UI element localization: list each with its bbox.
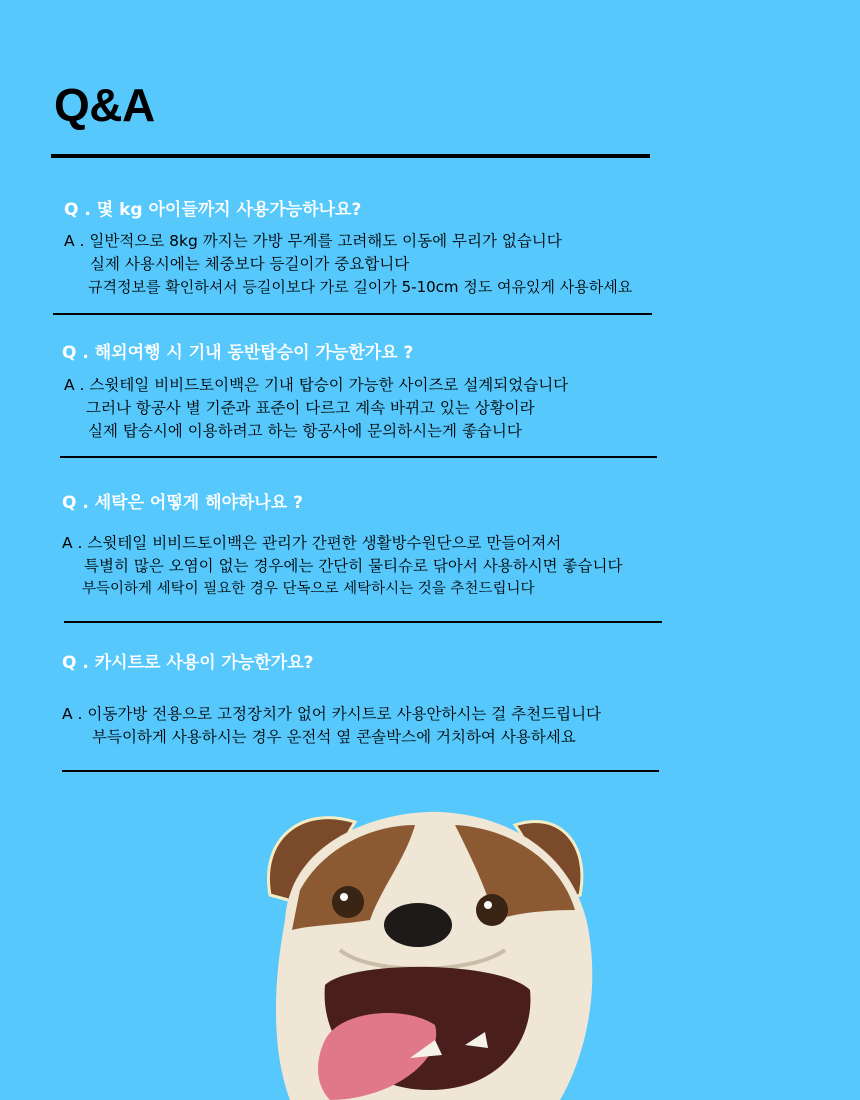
answer-4-line-1: A . 이동가방 전용으로 고정장치가 없어 카시트로 사용안하시는 걸 추천드립니다 bbox=[62, 705, 602, 723]
answer-2-line-3: 실제 탑승시에 이용하려고 하는 항공사에 문의하시는게 좋습니다 bbox=[88, 422, 522, 440]
answer-1-line-1: A . 일반적으로 8kg 까지는 가방 무게를 고려해도 이동에 무리가 없습니다 bbox=[64, 232, 562, 250]
answer-1-line-3: 규격정보를 확인하셔서 등길이보다 가로 길이가 5-10cm 정도 여유있게 사용하세요 bbox=[88, 278, 633, 296]
divider-1 bbox=[53, 313, 652, 315]
answer-2-line-2: 그러나 항공사 별 기준과 표준이 다르고 계속 바뀌고 있는 상황이라 bbox=[86, 399, 535, 417]
answer-2 bbox=[64, 374, 568, 443]
question-3: Q . 세탁은 어떻게 해야하나요 ? bbox=[62, 493, 304, 513]
title-divider bbox=[51, 154, 650, 158]
divider-4 bbox=[62, 770, 659, 772]
question-1: Q . 몇 kg 아이들까지 사용가능하나요? bbox=[64, 200, 362, 220]
answer-3-line-3: 부득이하게 세탁이 필요한 경우 단독으로 세탁하시는 것을 추천드립니다 bbox=[82, 581, 535, 597]
answer-2-line-1: A . 스윗테일 비비드토이백은 기내 탑승이 가능한 사이즈로 설계되었습니다 bbox=[64, 376, 569, 394]
answer-3-line-1: A . 스윗테일 비비드토이백은 관리가 간편한 생활방수원단으로 만들어져서 bbox=[62, 534, 562, 552]
page-title: Q&A bbox=[54, 79, 155, 131]
divider-2 bbox=[60, 456, 657, 458]
answer-4 bbox=[62, 703, 601, 749]
divider-3 bbox=[64, 621, 662, 623]
answer-4-line-2: 부득이하게 사용하시는 경우 운전석 옆 콘솔박스에 거치하여 사용하세요 bbox=[92, 728, 576, 746]
bulldog-image bbox=[230, 800, 630, 1100]
answer-3-line-2: 특별히 많은 오염이 없는 경우에는 간단히 물티슈로 닦아서 사용하시면 좋습니다 bbox=[84, 557, 623, 575]
question-4: Q . 카시트로 사용이 가능한가요? bbox=[62, 653, 314, 673]
answer-3 bbox=[62, 532, 622, 601]
question-2: Q . 해외여행 시 기내 동반탑승이 가능한가요 ? bbox=[62, 343, 414, 363]
answer-1 bbox=[64, 230, 632, 299]
answer-1-line-2: 실제 사용시에는 체중보다 등길이가 중요합니다 bbox=[90, 255, 410, 273]
